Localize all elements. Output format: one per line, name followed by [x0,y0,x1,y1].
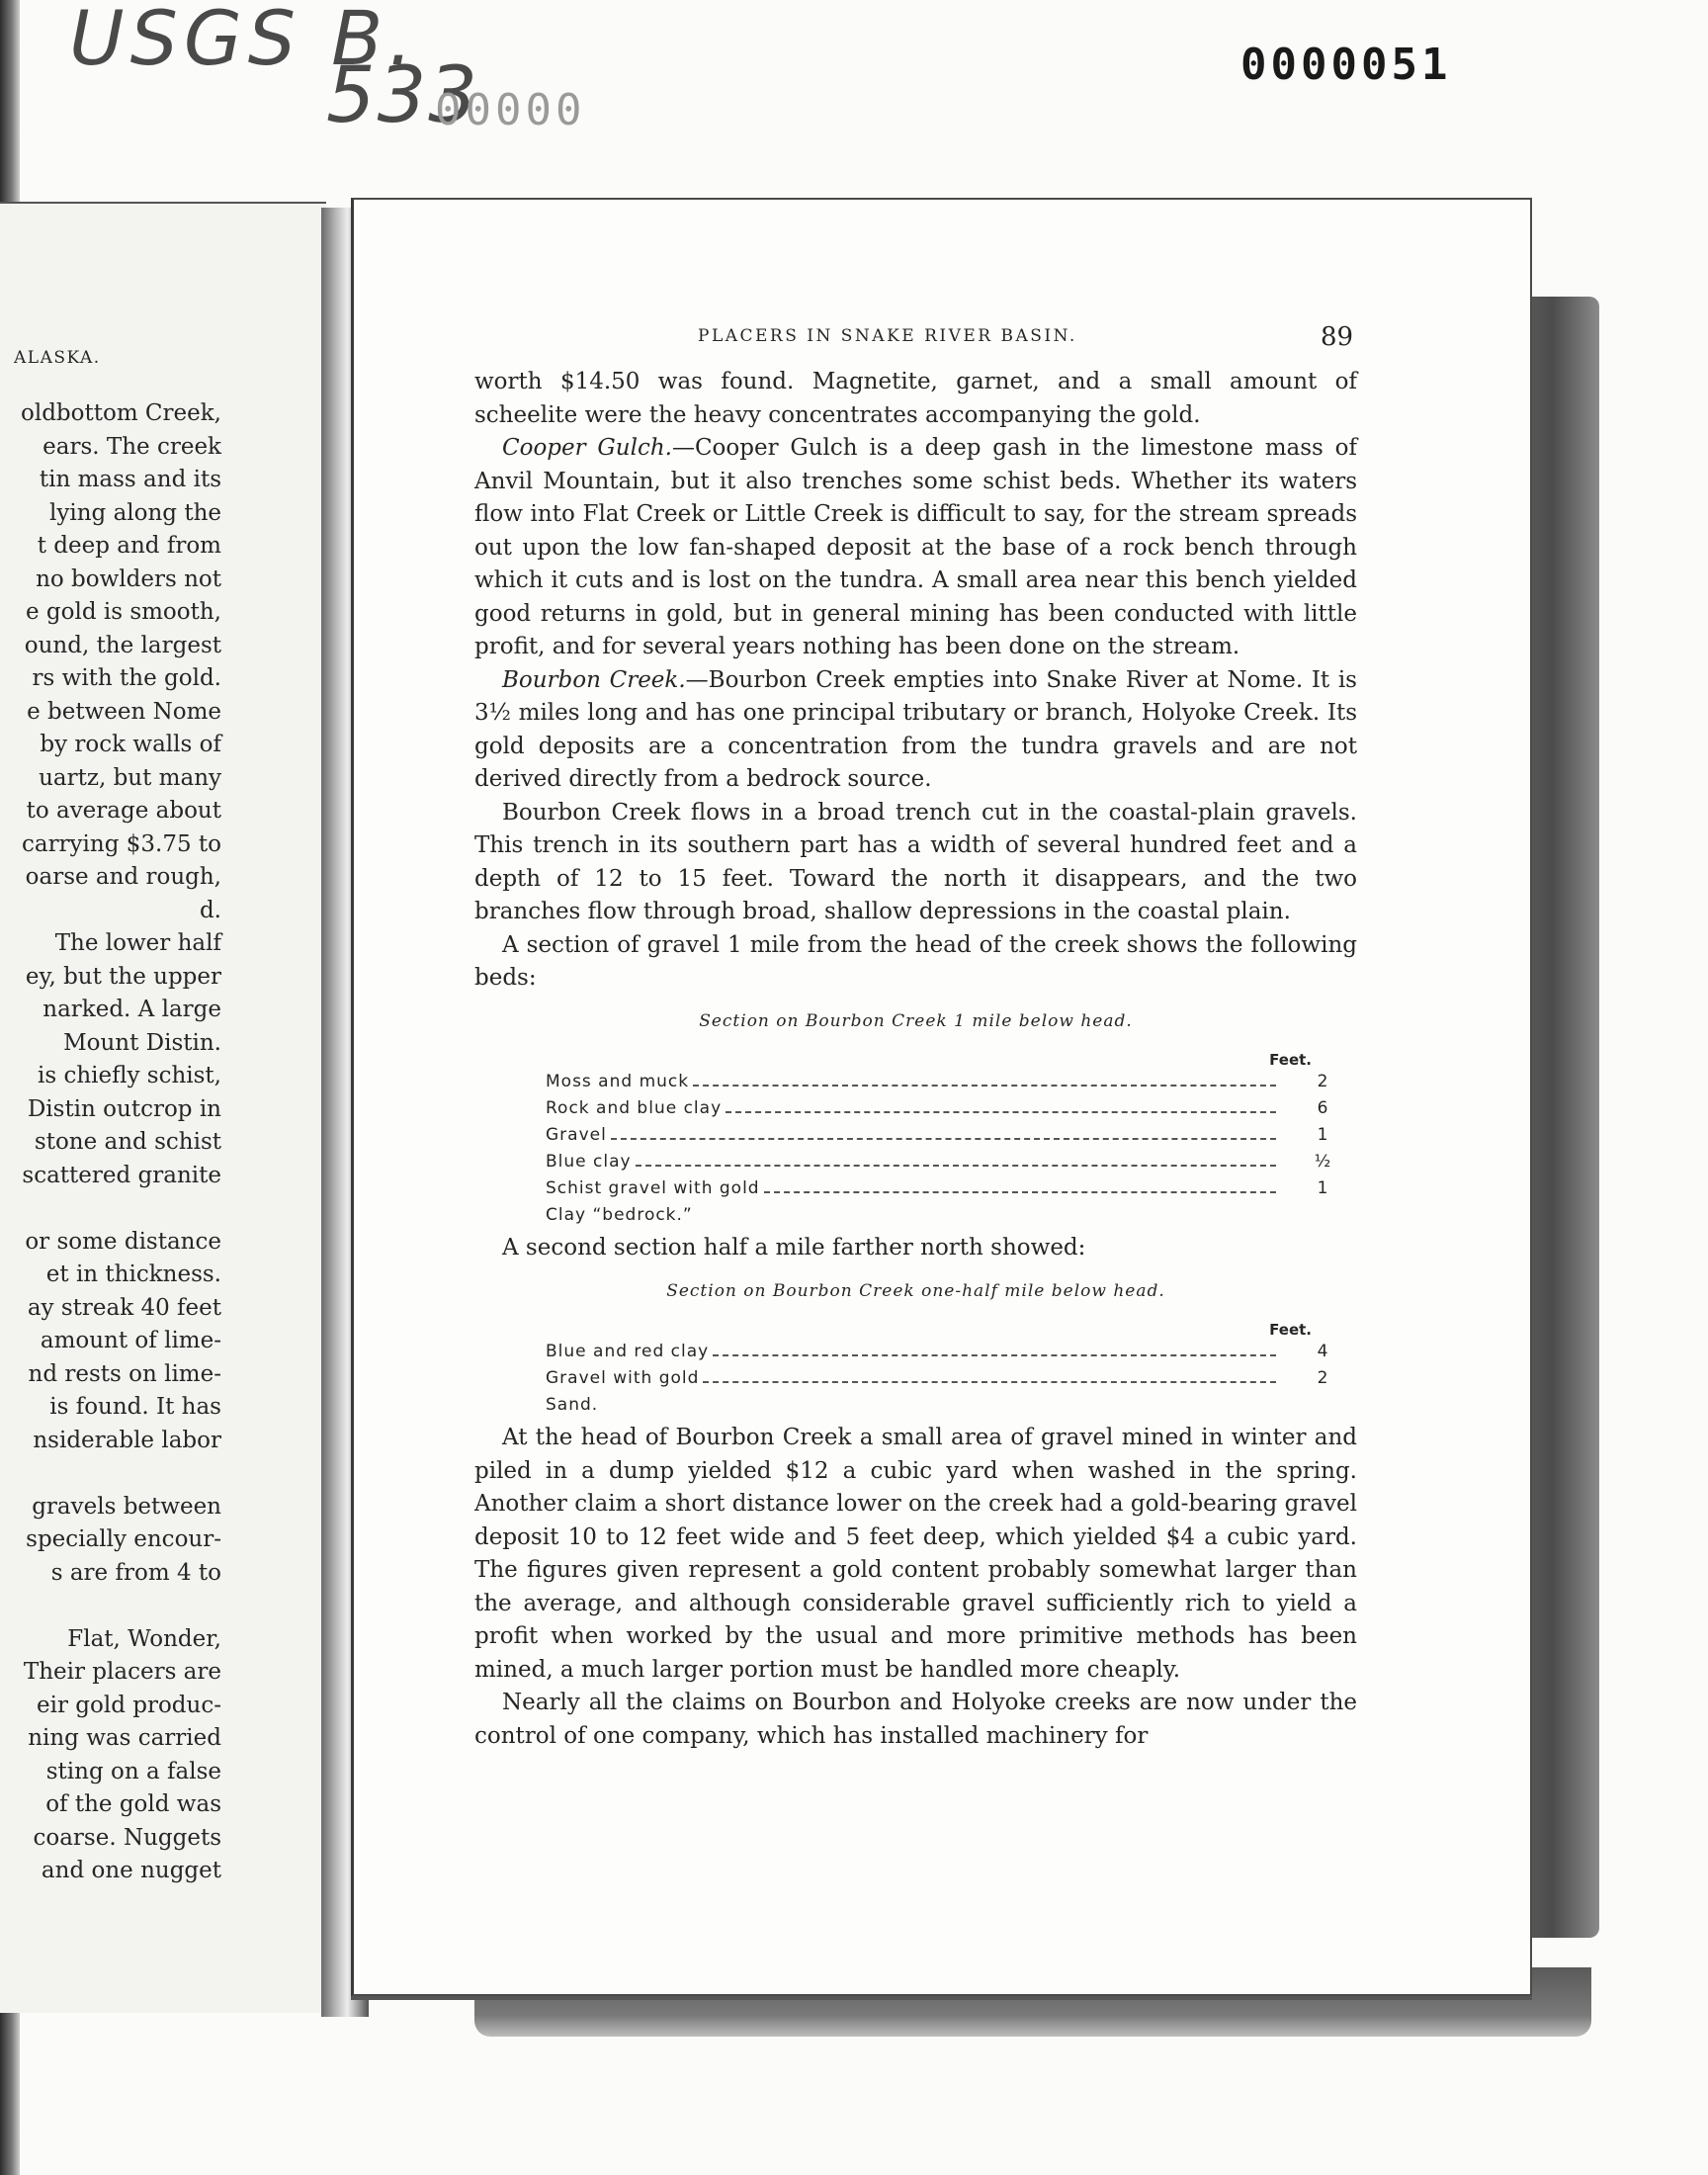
dot-leader [726,1099,1276,1113]
bed-name: Rock and blue clay [546,1098,723,1118]
text-line [21,1192,221,1226]
subheading: Bourbon Creek. [502,666,686,693]
section-table [474,1314,1357,1416]
text-line: d. [199,897,221,923]
text-line: tin mass and its [39,467,221,492]
right-page [351,198,1532,1996]
text-line: narked. A large [43,997,221,1022]
paragraph: Nearly all the claims on Bourbon and Holyoke creeks are now under the control of one company, which has installed machinery for [474,1690,1357,1749]
text-line: of the gold was [45,1791,221,1817]
table-row [474,1066,1357,1092]
table-row [474,1362,1357,1389]
handwritten-series-note: USGS B. [69,0,419,82]
table-caption: Section on Bourbon Creek 1 mile below head. [699,1010,1133,1031]
text-line: ning was carried [28,1725,221,1751]
left-page-text [21,397,221,1888]
thickness-value: 1 [1317,1178,1328,1198]
text-line: t deep and from [37,533,221,559]
thickness-value: 2 [1317,1072,1328,1091]
bed-name: Gravel [546,1125,607,1145]
thickness-value: 6 [1317,1098,1328,1118]
thickness-value: 2 [1317,1368,1328,1388]
faint-stamp: 00000 [435,85,586,135]
text-line: uartz, but many [39,764,221,791]
text-line: is chiefly schist, [38,1063,221,1088]
page-header [354,322,1354,352]
dot-leader [693,1073,1276,1087]
page-number: 89 [1321,322,1354,352]
text-line: by rock walls of [40,732,221,757]
text-line: oarse and rough, [25,864,221,890]
text-line: s are from 4 to [50,1559,221,1586]
paragraph: At the head of Bourbon Creek a small area of gravel mined in winter and piled in a dump yielded $12 a cubic yard when washed in the spring. Another claim a short distance lower on the creek had a gold-bearing gravel deposit 10 to 12 feet wide and 5 feet deep, which yielded $4 a cubic yard. The figures given represent a gold content probably somewhat larger than the average, and although considerable gravel sufficiently rich to yield a profit when worked by the usual and more primitive methods has been mined, a much larger portion must be handled more cheaply. [474,1425,1357,1683]
text-line: e between Nome [27,698,221,725]
text-line: scattered granite [22,1162,221,1188]
page-body [474,366,1357,1753]
table-row [474,1199,1357,1226]
left-running-head: ALASKA. [14,348,101,368]
text-line: oldbottom Creek, [20,400,221,426]
text-line: to average about [26,798,221,824]
bed-name: Blue and red clay [546,1342,710,1361]
subheading: Cooper Gulch. [502,435,672,461]
bed-name: Blue clay [546,1152,632,1172]
text-line: Mount Distin. [63,1029,221,1056]
unit-label: Feet. [1269,1321,1312,1339]
document-number: 0000051 [1240,40,1452,90]
text-line: rs with the gold. [32,665,221,691]
table-row [474,1146,1357,1173]
text-line: or some distance [25,1228,221,1255]
bed-name: Schist gravel with gold [546,1178,760,1198]
text-line: amount of lime- [40,1328,221,1353]
thickness-value: ½ [1314,1152,1331,1172]
text-line: Flat, Wonder, [67,1625,221,1652]
text-line: nsiderable labor [33,1427,221,1453]
unit-label: Feet. [1269,1051,1312,1069]
paragraph: worth $14.50 was found. Magnetite, garnet, and a small amount of scheelite were the heavy concentrates accompanying the gold. [474,369,1357,428]
table-row [474,1173,1357,1199]
text-line: e gold is smooth, [25,599,221,625]
bed-name: Gravel with gold [546,1368,700,1388]
text-line: is found. It has [49,1394,221,1420]
bed-name: Moss and muck [546,1072,690,1091]
text-line: Their placers are [23,1659,221,1685]
thickness-value: 4 [1317,1342,1328,1361]
text-line: gravels between [32,1493,221,1520]
dot-leader [611,1126,1276,1140]
text-line: ound, the largest [24,632,221,658]
paragraph-bourbon-creek [474,664,1357,797]
text-line: ey, but the upper [25,963,221,990]
bed-name: Sand. [546,1395,599,1415]
text-line [21,1590,221,1623]
text-line: sting on a false [45,1758,221,1784]
paragraph: Bourbon Creek flows in a broad trench cut in the coastal-plain gravels. This trench in its southern part has a width of several hundred feet and a depth of 12 to 15 feet. Toward the north it disappears, and the two branches flow through broad, shallow depressions in the coastal plain. [474,799,1357,924]
text-line: The lower half [54,930,221,956]
dot-leader [703,1369,1276,1383]
bed-name: Clay “bedrock.” [546,1205,693,1225]
table-caption: Section on Bourbon Creek one-half mile below head. [666,1280,1165,1301]
text-line: Distin outcrop in [27,1095,221,1122]
dot-leader [636,1153,1276,1167]
text-line: stone and schist [34,1129,221,1155]
dot-leader [713,1343,1276,1356]
text-line: and one nugget [41,1858,221,1883]
table-row [474,1336,1357,1362]
text-line: ears. The creek [43,433,221,460]
section-table [474,1044,1357,1226]
left-page [0,202,326,2013]
paragraph-text: —Bourbon Creek empties into Snake River at Nome. It is 3½ miles long and has one principal tributary or branch, Holyoke Creek. Its gold deposits are a concentration from the tundra gravels and are not derived directly from a bedrock source. [474,666,1357,792]
paragraph: A second section half a mile farther north showed: [502,1235,1086,1261]
paragraph-cooper-gulch [474,432,1357,664]
text-line: carrying $3.75 to [21,830,221,857]
dot-leader [764,1179,1276,1193]
text-line [21,1457,221,1491]
text-line: no bowlders not [36,566,221,592]
text-line: eir gold produc- [37,1692,221,1718]
thickness-value: 1 [1317,1125,1328,1145]
text-line: ay streak 40 feet [27,1294,221,1321]
paragraph-text: —Cooper Gulch is a deep gash in the limestone mass of Anvil Mountain, but it also trenches some schist beds. Whether its waters flow into Flat Creek or Little Creek is difficult to say, for the stream spreads out upon the low fan-shaped deposit at the base of a rock bench through which it cuts and is lost on the tundra. A small area near this bench yielded good returns in gold, but in general mining has been conducted with little profit, and for several years nothing has been done on the stream. [474,435,1357,659]
paragraph: A section of gravel 1 mile from the head of the creek shows the following beds: [474,931,1357,991]
handwritten-volume-note: 533 [326,51,479,140]
text-line: et in thickness. [45,1262,221,1287]
text-line: specially encour- [26,1526,221,1552]
table-row [474,1092,1357,1119]
running-head: PLACERS IN SNAKE RIVER BASIN. [698,326,1077,346]
text-line: lying along the [49,499,221,526]
text-line: coarse. Nuggets [33,1824,221,1851]
text-line: nd rests on lime- [28,1360,221,1387]
